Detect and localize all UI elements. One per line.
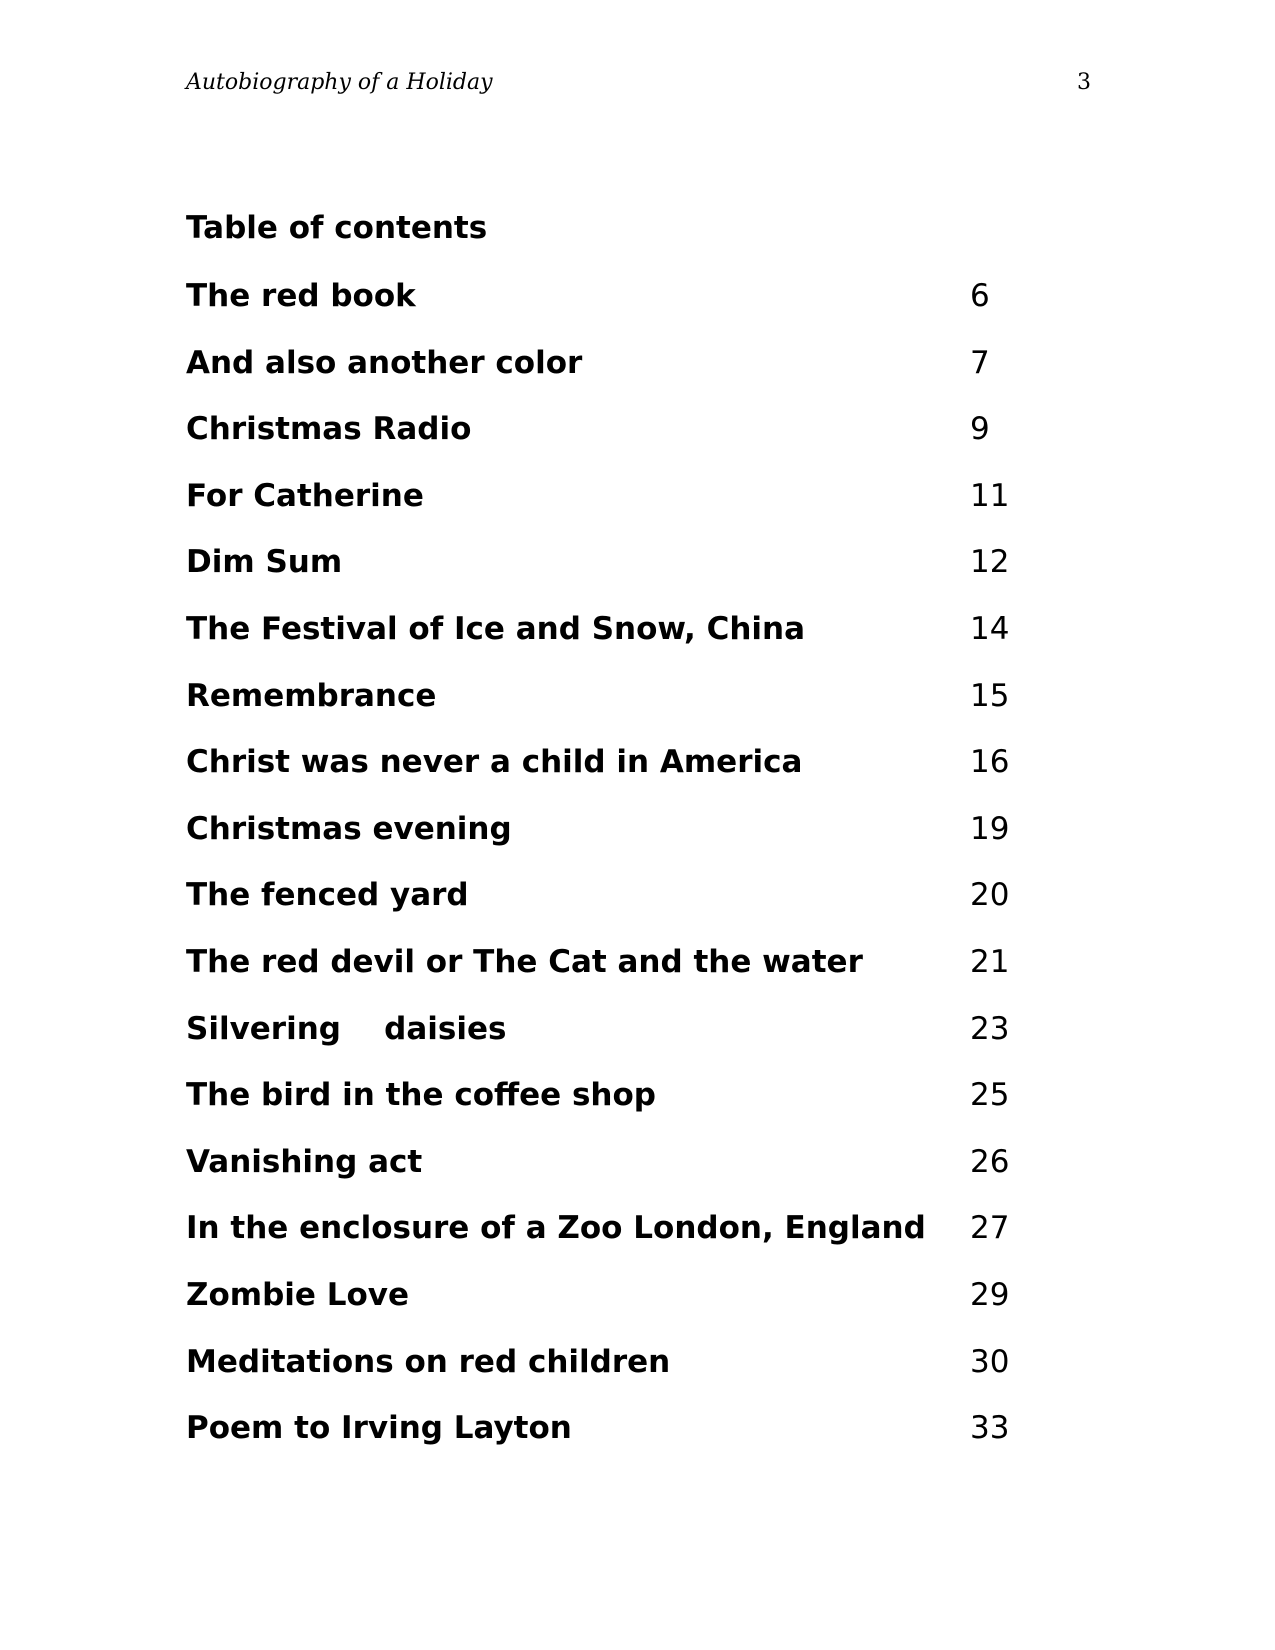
toc-entry-page: 14 [970, 610, 1010, 647]
toc-entry [186, 1142, 1046, 1209]
header-page-number: 3 [1077, 70, 1091, 95]
toc-entry-page: 9 [970, 411, 990, 448]
toc-entry-page: 11 [970, 477, 1010, 514]
toc-entry-page: 19 [970, 810, 1010, 847]
toc-entry [186, 276, 1046, 343]
toc-entry-title: In the enclosure of a Zoo London, England [186, 1210, 926, 1247]
toc-entry [186, 476, 1046, 543]
toc-entry-page: 15 [970, 677, 1010, 714]
toc-entry [186, 809, 1046, 876]
toc-entry-page: 27 [970, 1210, 1010, 1247]
toc-entry [186, 609, 1046, 676]
toc-entry-title: Silvering daisies [186, 1010, 507, 1047]
toc-entry-title: Vanishing act [186, 1143, 423, 1180]
toc-entry [186, 542, 1046, 609]
toc-heading: Table of contents [186, 210, 488, 246]
toc-entry-title: Christmas Radio [186, 411, 472, 448]
toc-entry [186, 1275, 1046, 1342]
toc-entry [186, 343, 1046, 410]
toc-entry [186, 875, 1046, 942]
toc-entry [186, 1009, 1046, 1076]
toc-entry-title: Zombie Love [186, 1276, 409, 1313]
toc-entry-page: 25 [970, 1077, 1010, 1114]
toc-entry-title: Christ was never a child in America [186, 744, 803, 781]
running-header [186, 70, 1091, 102]
toc-entry-title: The red book [186, 278, 416, 314]
toc-entry-page: 20 [970, 877, 1010, 914]
toc-entry-title: Meditations on red children [186, 1343, 671, 1380]
toc-entry-page: 33 [970, 1410, 1010, 1447]
toc-entry-page: 26 [970, 1143, 1010, 1180]
toc-entry-title: The bird in the coffee shop [186, 1077, 656, 1114]
toc-entry-page: 21 [970, 943, 1010, 980]
toc-entry [186, 942, 1046, 1009]
toc-entry-page: 6 [970, 278, 990, 314]
toc-entry-page: 12 [970, 544, 1010, 581]
toc-entry-title: Poem to Irving Layton [186, 1410, 572, 1447]
toc-entry-page: 29 [970, 1276, 1010, 1313]
header-book-title: Autobiography of a Holiday [186, 70, 493, 95]
toc-entry-title: Dim Sum [186, 544, 343, 581]
toc-entry-title: For Catherine [186, 477, 424, 514]
toc-entry-page: 30 [970, 1343, 1010, 1380]
toc-entry [186, 676, 1046, 743]
toc-entry [186, 1075, 1046, 1142]
toc-entry-title: Christmas evening [186, 810, 512, 847]
toc-entry [186, 409, 1046, 476]
toc-list [186, 276, 1046, 1475]
toc-entry-title: The Festival of Ice and Snow, China [186, 610, 806, 647]
toc-entry-title: Remembrance [186, 677, 437, 714]
toc-entry [186, 1342, 1046, 1409]
toc-entry [186, 742, 1046, 809]
toc-entry-title: The fenced yard [186, 877, 469, 914]
toc-entry-title: And also another color [186, 344, 583, 381]
toc-entry-page: 23 [970, 1010, 1010, 1047]
toc-entry [186, 1408, 1046, 1475]
toc-entry-title: The red devil or The Cat and the water [186, 943, 863, 980]
toc-entry [186, 1208, 1046, 1275]
toc-entry-page: 16 [970, 744, 1010, 781]
toc-entry-page: 7 [970, 344, 990, 381]
